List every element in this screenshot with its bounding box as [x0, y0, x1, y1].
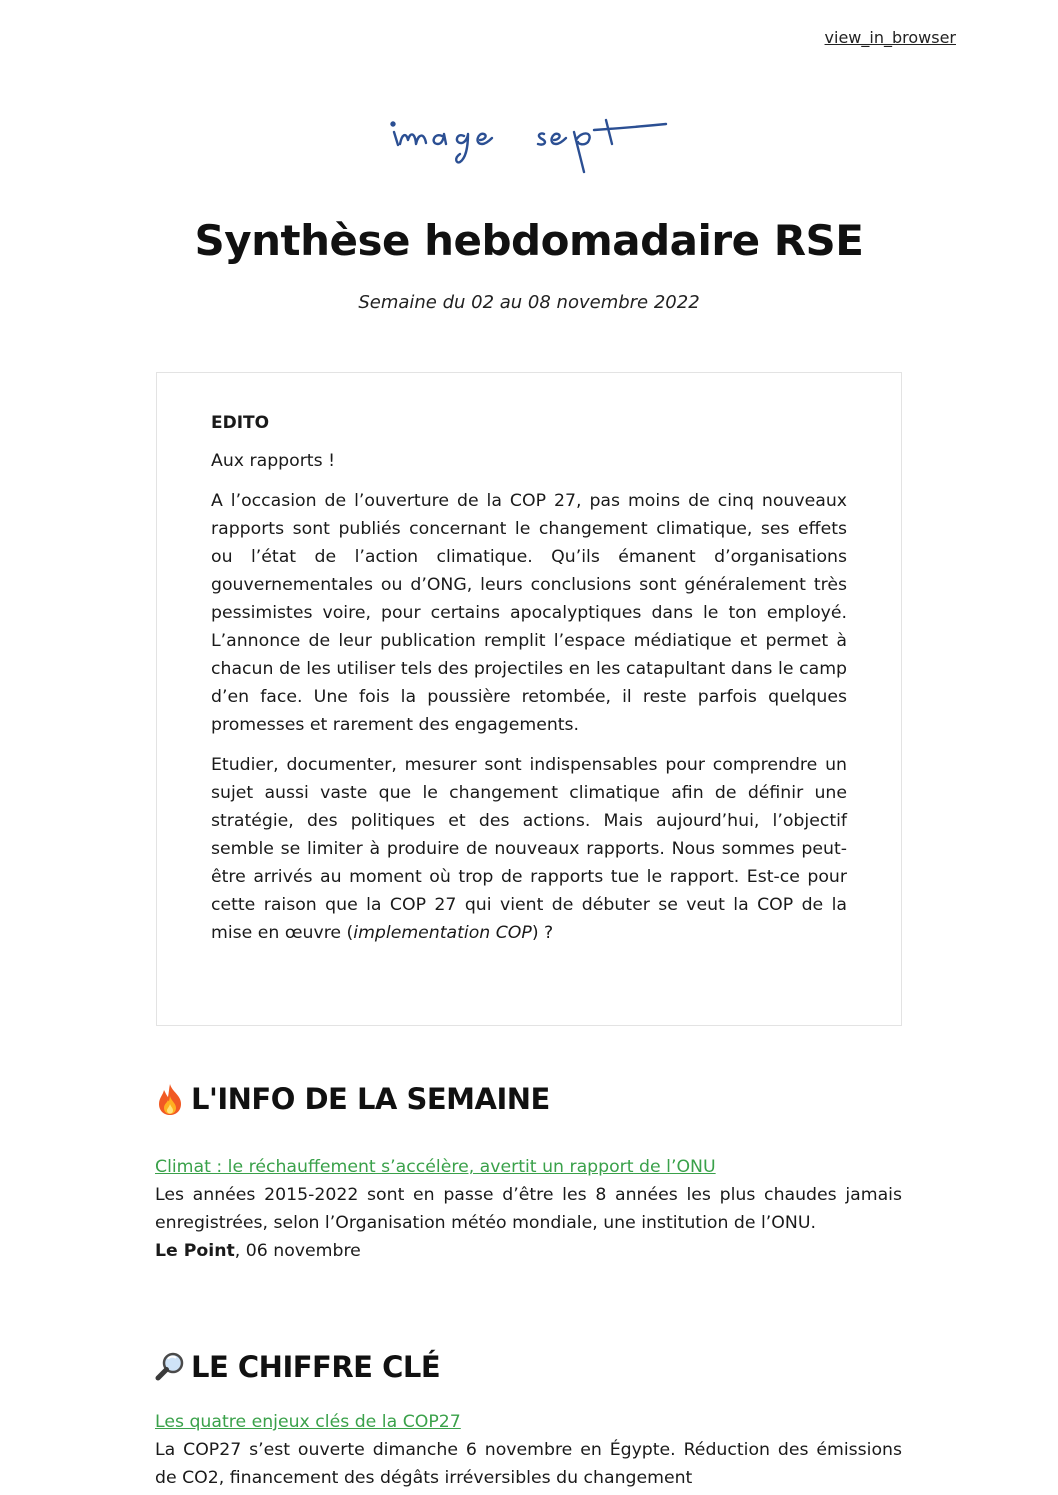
- edito-paragraph-2-end: ) ?: [531, 923, 554, 943]
- article-info-link[interactable]: Climat : le réchauffement s’accélère, avertit un rapport de l’ONU: [155, 1157, 716, 1177]
- article-info: [155, 1153, 902, 1265]
- edito-label: EDITO: [211, 413, 270, 433]
- section-title-info: [155, 1082, 550, 1116]
- article-chiffre-link[interactable]: Les quatre enjeux clés de la COP27: [155, 1412, 461, 1432]
- article-info-source: [155, 1237, 902, 1265]
- section-title-chiffre: [155, 1350, 440, 1384]
- edito-paragraph-2-start: Etudier, documenter, mesurer sont indispensables pour comprendre un sujet aussi vaste que le changement climatique afin de définir une stratégie, des politiques et des actions. Mais aujourd’hui, l’objectif semble se limiter à produire de nouveaux rapports. Nous sommes peut-être arrivés au moment où trop de rapports tue le rapport. Est-ce pour cette raison que la COP 27 qui vient de débuter se veut la COP de la mise en œuvre (: [211, 755, 847, 943]
- edito-paragraph-1: A l’occasion de l’ouverture de la COP 27, pas moins de cinq nouveaux rapports sont publiés concernant le changement climatique, ses effets ou l’état de l’action climatique. Qu’ils émanent d’organisations gouvernementales ou d’ONG, leurs conclusions sont généralement très pessimistes voire, pour certains apocalyptiques dans le ton employé. L’annonce de leur publication remplit l’espace médiatique et permet à chacun de les utiliser tels des projectiles en les catapultant dans le camp d’en face. Une fois la poussière retombée, il reste parfois quelques promesses et rarement des engagements.: [211, 491, 847, 735]
- edito-paragraph-2-italic: implementation COP: [353, 923, 532, 943]
- section-title-info-text: L'INFO DE LA SEMAINE: [191, 1082, 550, 1116]
- fire-icon: [155, 1082, 185, 1116]
- edito-paragraph-2: [211, 751, 847, 947]
- magnifier-icon: [155, 1350, 185, 1384]
- article-chiffre-description: La COP27 s’est ouverte dimanche 6 novembre en Égypte. Réduction des émissions de CO2, financement des dégâts irréversibles du changement: [155, 1440, 902, 1488]
- article-info-source-name: Le Point: [155, 1241, 235, 1261]
- article-info-description: Les années 2015-2022 sont en passe d’être les 8 années les plus chaudes jamais enregistrées, selon l’Organisation météo mondiale, une institution de l’ONU.: [155, 1185, 902, 1233]
- section-title-chiffre-text: LE CHIFFRE CLÉ: [191, 1350, 441, 1384]
- article-chiffre: [155, 1408, 902, 1492]
- week-subtitle: Semaine du 02 au 08 novembre 2022: [358, 292, 700, 313]
- image-sept-logo: [384, 110, 674, 180]
- edito-box: [156, 372, 902, 1026]
- view-in-browser-link[interactable]: view_in_browser: [824, 28, 956, 47]
- article-info-date: , 06 novembre: [234, 1241, 361, 1261]
- page-title: Synthèse hebdomadaire RSE: [194, 216, 864, 265]
- edito-intro: Aux rapports !: [211, 451, 336, 471]
